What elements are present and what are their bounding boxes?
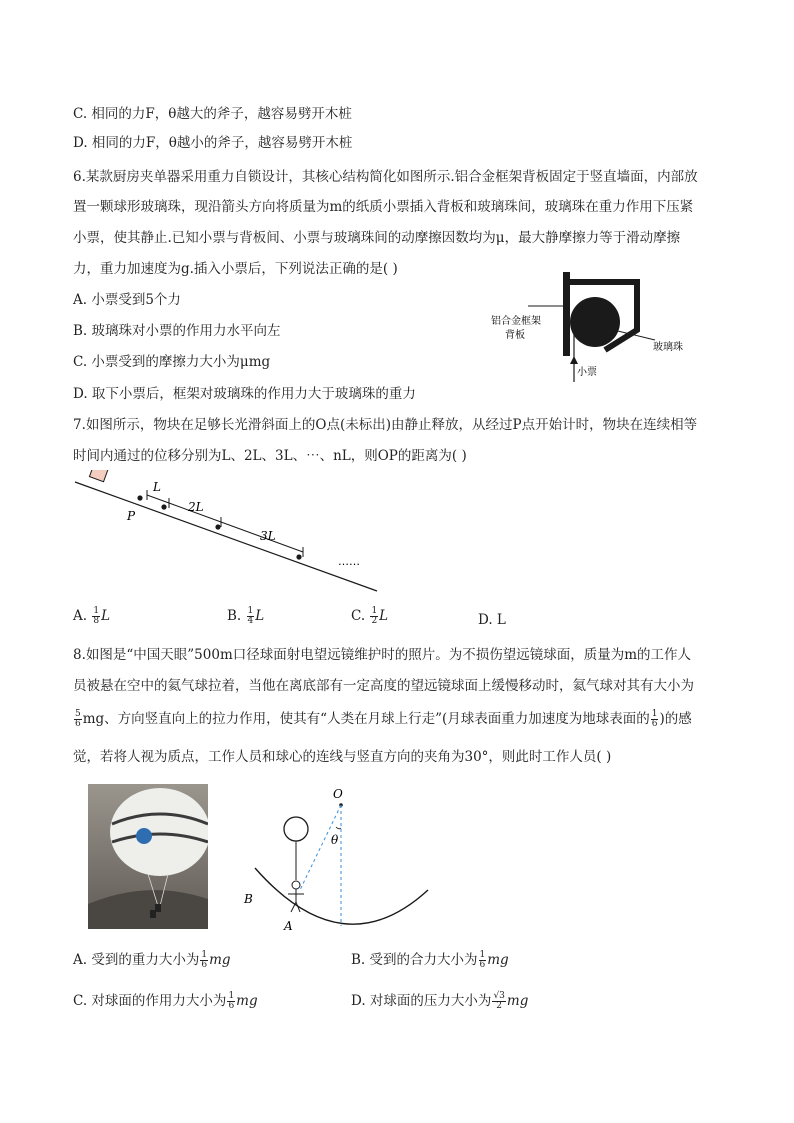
q8-label-o: O — [333, 787, 343, 801]
q8-stem-line-4: 觉，若将人视为质点，工作人员和球心的连线与竖直方向的夹角为30°，则此时工作人员( ) — [73, 749, 612, 765]
q7-block — [89, 470, 108, 482]
q6-label-frame-2: 背板 — [505, 330, 525, 341]
q6-label-bead: 玻璃珠 — [653, 342, 683, 353]
q8-label-b: B — [244, 892, 253, 906]
q7-label-dots: …… — [338, 555, 360, 568]
q7-point-2 — [215, 524, 220, 529]
q7-label-l1: L — [153, 480, 161, 494]
q8-label-theta: θ — [331, 833, 339, 847]
q7-option-a: A. $\frac{1}{8}$ L — [73, 606, 111, 626]
q8-label-a: A — [284, 919, 293, 933]
q8-photo-balloon — [88, 784, 208, 929]
q7-point-p — [137, 495, 142, 500]
q6-stem-line-2: 置一颗球形玻璃珠，现沿箭头方向将质量为m的纸质小票插入背板和玻璃珠间，玻璃珠在重力作用下压紧 — [73, 199, 694, 215]
q6-option-a: A. 小票受到5个力 — [73, 292, 181, 308]
q8-option-b: B. 受到的合力大小为 $\frac{1}{6}$ mg — [351, 950, 509, 970]
q7-incline-line — [75, 482, 377, 591]
q7-point-1 — [161, 504, 166, 509]
q7-option-d: D. L — [478, 612, 506, 628]
q8-option-a: A. 受到的重力大小为 $\frac{1}{6}$ mg — [73, 950, 231, 970]
q7-figure-incline — [70, 470, 390, 595]
q6-stem-line-3: 小票，使其静止.已知小票与背板间、小票与玻璃珠间的动摩擦因数均为μ，最大静摩擦力等于滑动摩擦 — [73, 230, 681, 246]
q5-option-d: D. 相同的力F，θ越小的斧子，越容易劈开木桩 — [73, 135, 353, 151]
q6-arrow-icon — [570, 356, 578, 364]
q7-label-l2: 2L — [188, 500, 204, 514]
q6-figure-clip-diagram — [485, 270, 695, 385]
q8-option-c: C. 对球面的作用力大小为 $\frac{1}{6}$ mg — [73, 991, 258, 1011]
q6-label-frame-1: 铝合金框架 — [491, 316, 541, 327]
q6-stem-line-1: 6.某款厨房夹单器采用重力自锁设计，其核心结构简化如图所示.铝合金框架背板固定于竖直墙面，内部放 — [73, 169, 698, 185]
q8-option-d: D. 对球面的压力大小为 $\frac{√3}{2}$ mg — [351, 991, 529, 1011]
q7-stem-line-2: 时间内通过的位移分别为L、2L、3L、⋯、nL，则OP的距离为( ) — [73, 448, 467, 464]
q7-option-c: C. $\frac{1}{2}$ L — [351, 606, 389, 626]
q7-point-3 — [296, 554, 301, 559]
q7-label-l3: 3L — [260, 529, 276, 543]
q8-balloon-circle — [284, 817, 308, 841]
q6-option-c: C. 小票受到的摩擦力大小为μmg — [73, 354, 271, 370]
q7-stem-line-1: 7.如图所示，物块在足够长光滑斜面上的O点(未标出)由静止释放，从经过P点开始计时，物块在连续相等 — [73, 417, 698, 433]
q7-option-b: B. $\frac{1}{4}$ L — [227, 606, 265, 626]
q7-label-p: P — [127, 509, 136, 523]
q6-glass-bead — [570, 297, 620, 347]
q5-option-c: C. 相同的力F，θ越大的斧子，越容易劈开木桩 — [73, 106, 352, 122]
q8-figure-bowl — [238, 780, 438, 935]
q6-label-ticket: 小票 — [577, 367, 597, 378]
q6-stem-line-4: 力，重力加速度为g.插入小票后，下列说法正确的是( ) — [73, 261, 398, 277]
q8-radius-dashed — [300, 805, 341, 890]
q6-backplate — [563, 272, 570, 356]
q6-option-d: D. 取下小票后，框架对玻璃珠的作用力大于玻璃珠的重力 — [73, 386, 416, 402]
q8-stem-line-2: 员被悬在空中的氦气球拉着，当他在离底部有一定高度的望远镜球面上缓慢移动时，氦气球对其有大小为 — [73, 678, 694, 694]
q6-option-b: B. 玻璃珠对小票的作用力水平向左 — [73, 323, 281, 339]
q8-stem-line-3: $\frac{5}{6}$ mg、方向竖直向上的拉力作用，使其有“人类在月球上行走”(月球表面重力加速度为地球表面的 $\frac{1}{6}$ )的感 — [75, 709, 692, 729]
q8-stem-line-1: 8.如图是“中国天眼”500m口径球面射电望远镜维护时的照片。为不损伤望远镜球面，质量为m的工作人 — [73, 647, 692, 663]
q8-balloon — [110, 788, 208, 876]
